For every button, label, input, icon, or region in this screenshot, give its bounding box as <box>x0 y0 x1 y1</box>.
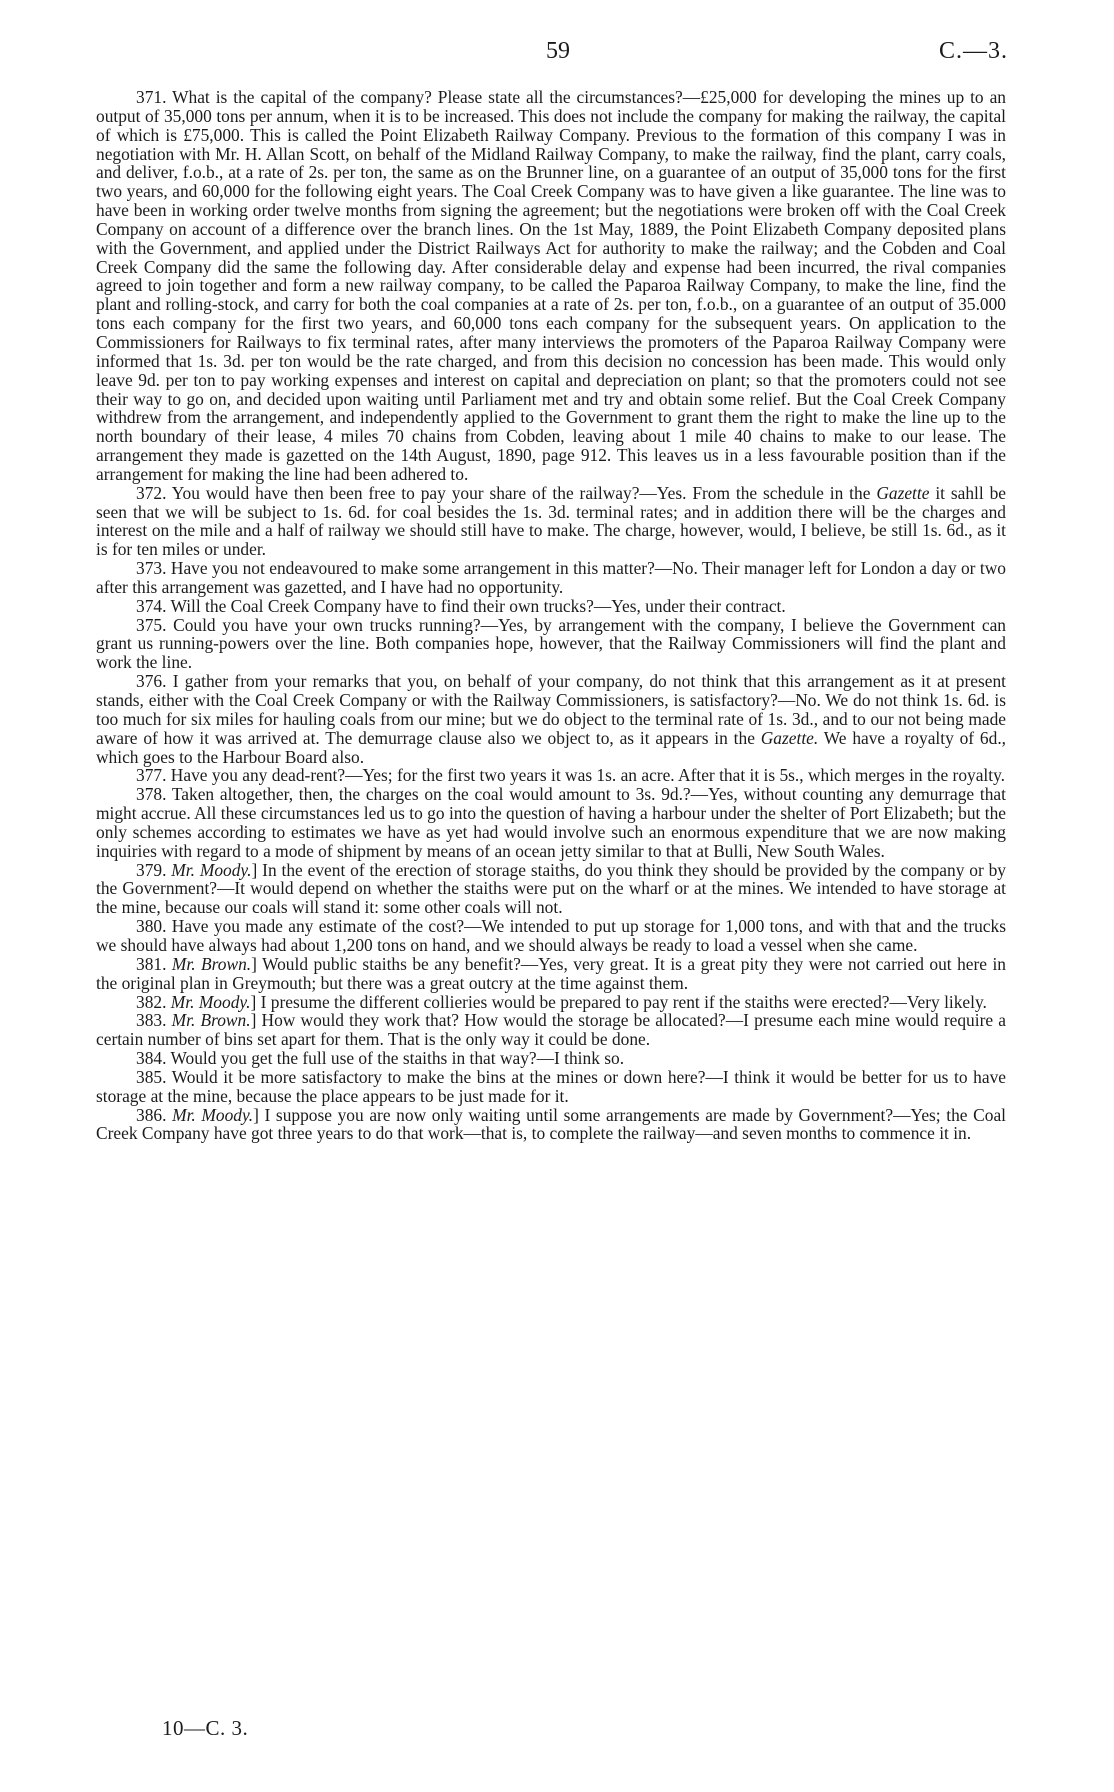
question-text-lead: You would have then been free to pay your share of the railway?—Yes. From the schedule in the <box>171 482 877 503</box>
question-number: 378. <box>136 784 167 805</box>
sheet-signature: 10—C. 3. <box>162 1716 249 1740</box>
series-reference: C.—3. <box>938 38 1008 64</box>
question-number: 384. <box>136 1048 167 1069</box>
question-373 <box>96 559 1006 597</box>
question-375 <box>96 616 1006 673</box>
question-383 <box>96 1011 1006 1049</box>
page-number: 59 <box>546 38 570 64</box>
question-text: ] I suppose you are now only waiting until some arrangements are made by Government?—Yes; the Coal Creek Company have got three years to do that work—that is, to complete the railway—and seven months to commence it in. <box>96 1104 1006 1144</box>
question-text: What is the capital of the company? Please state all the circumstances?—£25,000 for developing the mines up to an output of 35,000 tons per annum, when it is to be increased. This does not include the company for making the railway, the capital of which is £75,000. This is called the Point Elizabeth Railway Company. Previous to the formation of this company I was in negotiation with Mr. H. Allan Scott, on behalf of the Midland Railway Company, to make the railway, find the plant, carry coals, and deliver, f.o.b., at a rate of 2s. per ton, the same as on the Brunner line, on a guarantee of an output of 35,000 tons for the first two years, and 60,000 for the following eight years. The Coal Creek Company was to have given a like guarantee. The line was to have been in working order twelve months from signing the agreement; but the negotiations were broken off with the Coal Creek Company on account of a difference over the branch lines. On the 1st May, 1889, the Point Elizabeth Company deposited plans with the Government, and applied under the District Railways Act for authority to make the railway; and the Cobden and Coal Creek Company did the same the following day. After considerable delay and expense had been incurred, the rival companies agreed to join together and form a new railway company, to be called the Paparoa Railway Company, to make the line, find the plant and rolling-stock, and carry for both the coal companies at a rate of 2s. per ton, f.o.b., on a guarantee of an output of 35.000 tons each company for the first two years, and 60,000 tons each company for the subsequent years. On application to the Commissioners for Railways to fix terminal rates, after many interviews the promoters of the Paparoa Railway Company were informed that 1s. 3d. per ton would be the rate charged, and from this decision no concession has been made. This would only leave 9d. per ton to pay working expenses and interest on capital and depreciation on plant; so that the promoters could not see their way to go on, and decided upon waiting until Parliament met and try and obtain some relief. But the Coal Creek Company withdrew from the arrangement, and independently applied to the Government to grant them the right to make the line up to the north boundary of their lease, 4 miles 70 chains from Cobden, leaving about 1 mile 40 chains to make to our lease. The arrangement they made is gazetted on the 14th August, 1890, page 912. This leaves us in a less favourable position than if the arrangement for making the line had been adhered to. <box>96 87 1006 484</box>
publication-title: Gazette <box>876 482 930 503</box>
speaker-name: Mr. Moody. <box>171 859 252 880</box>
question-number: 375. <box>136 614 167 635</box>
question-text: Have you any dead-rent?—Yes; for the first two years it was 1s. an acre. After that it is 5s., which merges in the royalty. <box>170 765 1006 786</box>
question-number: 386. <box>136 1104 167 1125</box>
question-number: 383. <box>136 1010 167 1031</box>
question-text: Would it be more satisfactory to make the bins at the mines or down here?—I think it would be better for us to have storage at the mine, because the place appears to be just made for it. <box>96 1066 1006 1106</box>
question-text: Could you have your own trucks running?—Yes, by arrangement with the company, I believe the Government can grant us running-powers over the line. Both companies hope, however, that the Railway Commissioners will find the plant and work the line. <box>96 614 1006 673</box>
speaker-name: Mr. Moody. <box>172 1104 254 1125</box>
question-number: 379. <box>136 859 167 880</box>
evidence-text <box>96 88 1006 1143</box>
question-number: 374. <box>136 595 167 616</box>
question-386 <box>96 1106 1006 1144</box>
question-number: 372. <box>136 482 167 503</box>
question-text: Would you get the full use of the staiths in that way?—I think so. <box>170 1048 625 1069</box>
question-text-lead: I gather from your remarks that you, on behalf of your company, do not think that this arrangement as it at present stands, either with the Coal Creek Company or with the Railway Commissioners, is satisfactory?—No. We do not think 1s. 6d. is too much for six miles for hauling coals from our mine; but we do object to the terminal rate of 1s. 3d., and to our not being made aware of how it was arrived at. The demurrage clause also we object to, as it appears in the <box>96 671 1006 748</box>
question-text: Taken altogether, then, the charges on the coal would amount to 3s. 9d.?—Yes, without counting any demurrage that might accrue. All these circumstances led us to go into the question of having a harbour under the shelter of Port Elizabeth; but the only schemes according to estimates we have as yet had would involve such an enormous expenditure that we are now making inquiries with regard to a mode of shipment by means of an ocean jetty similar to that at Bulli, New South Wales. <box>96 784 1006 861</box>
question-381 <box>96 955 1006 993</box>
question-378 <box>96 785 1006 860</box>
question-text: Will the Coal Creek Company have to find their own trucks?—Yes, under their contract. <box>170 595 786 616</box>
question-number: 377. <box>136 765 167 786</box>
question-number: 380. <box>136 916 167 937</box>
question-379 <box>96 861 1006 918</box>
question-number: 385. <box>136 1066 167 1087</box>
question-371 <box>96 88 1006 484</box>
speaker-name: Mr. Brown. <box>171 953 252 974</box>
question-376 <box>96 672 1006 766</box>
question-text: Have you not endeavoured to make some arrangement in this matter?—No. Their manager left for London a day or two after this arrangement was gazetted, and I have had no opportunity. <box>96 558 1006 597</box>
question-number: 382. <box>136 991 167 1012</box>
question-377 <box>96 766 1006 785</box>
question-text: We have a royalty of 6d., which goes to the Harbour Board also. <box>96 727 1007 767</box>
publication-title: Gazette. <box>760 727 819 748</box>
question-374 <box>96 597 1006 616</box>
question-number: 371. <box>136 87 167 107</box>
question-text: ] I presume the different collieries would be prepared to pay rent if the staiths were erected?—Very likely. <box>250 991 987 1012</box>
question-number: 376. <box>136 671 167 692</box>
question-372 <box>96 484 1006 559</box>
question-384 <box>96 1049 1006 1068</box>
question-text: ] How would they work that? How would the storage be allocated?—I presume each mine would require a certain number of bins set apart for them. That is the only way it could be done. <box>96 1010 1006 1050</box>
question-385 <box>96 1068 1006 1106</box>
question-number: 373. <box>136 558 167 579</box>
question-380 <box>96 917 1006 955</box>
question-text: Have you made any estimate of the cost?—We intended to put up storage for 1,000 tons, and with that and the trucks we should have always had about 1,200 tons on hand, and we should always be ready to load a vessel when she came. <box>96 916 1006 955</box>
speaker-name: Mr. Brown. <box>171 1010 251 1031</box>
question-number: 381. <box>136 953 167 974</box>
question-382 <box>96 993 1006 1012</box>
question-text: ] Would public staiths be any benefit?—Yes, very great. It is a great pity they were not carried out here in the original plan in Greymouth; but there was a great outcry at the time against them. <box>96 953 1006 993</box>
question-text: ] In the event of the erection of storage staiths, do you think they should be provided by the company or by the Government?—It would depend on whether the staiths were put on the wharf or at the mines. We intended to have storage at the mine, because our coals will stand it: some other coals will not. <box>96 859 1006 918</box>
question-text: it sahll be seen that we will be subject to 1s. 6d. for coal besides the 1s. 3d. terminal rates; and in addition there will be the charges and interest on the mile and a half of railway we should still have to make. The charge, however, would, I believe, be still 1s. 6d., as it is for ten miles or under. <box>96 482 1007 560</box>
speaker-name: Mr. Moody. <box>170 991 251 1012</box>
